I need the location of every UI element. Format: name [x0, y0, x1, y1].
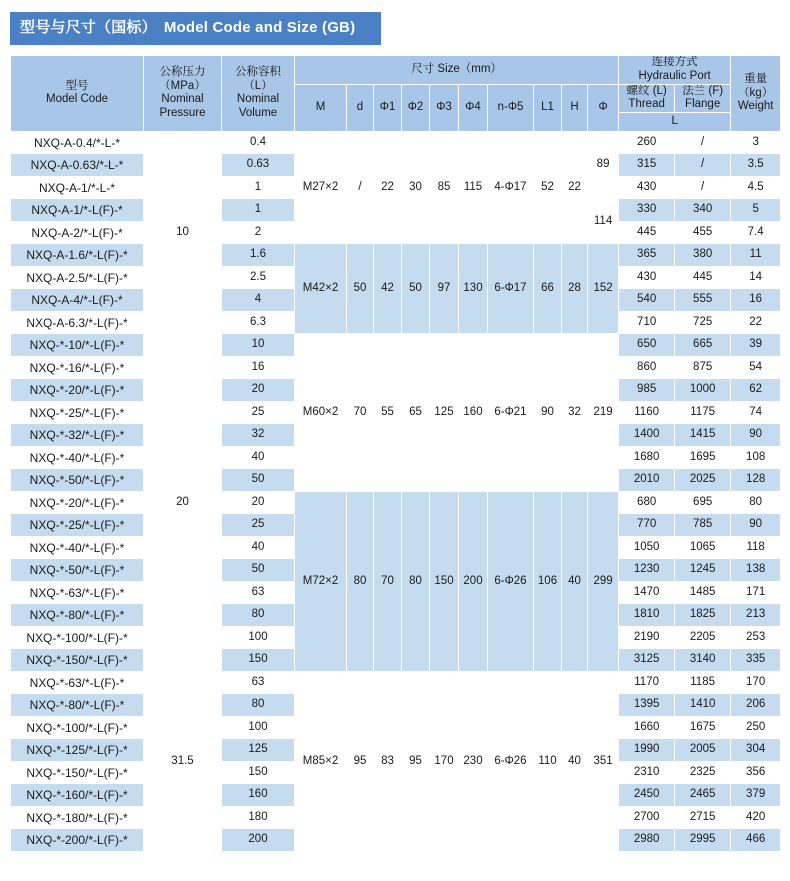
col-header-h: H — [562, 84, 588, 131]
col-header-phi4: Φ4 — [459, 84, 488, 131]
cell-size-phi4: 160 — [459, 334, 488, 492]
cell-weight: 3.5 — [731, 154, 781, 177]
cell-size-phi4: 230 — [459, 671, 488, 851]
cell-size-d: / — [347, 131, 374, 244]
cell-flange-f: 1410 — [675, 694, 731, 717]
cell-thread-l: 680 — [619, 491, 675, 514]
cell-thread-l: 1230 — [619, 559, 675, 582]
col-header-n-phi5: n-Φ5 — [488, 84, 534, 131]
cell-nominal-volume: 16 — [222, 356, 295, 379]
cell-size-m: M60×2 — [295, 334, 347, 492]
cell-model-code: NXQ-A-2/*-L(F)-* — [11, 221, 144, 244]
cell-nominal-pressure: 31.5 — [144, 671, 222, 851]
cell-weight: 138 — [731, 559, 781, 582]
cell-size-n-phi5: 6-Φ17 — [488, 244, 534, 334]
cell-model-code: NXQ-*-160/*-L(F)-* — [11, 784, 144, 807]
cell-model-code: NXQ-*-40/*-L(F)-* — [11, 446, 144, 469]
flange-en: Flange — [685, 98, 721, 111]
cell-weight: 420 — [731, 806, 781, 829]
cell-size-l1: 52 — [534, 131, 562, 244]
cell-thread-l: 710 — [619, 311, 675, 334]
cell-size-phi3: 85 — [430, 131, 459, 244]
cell-size-phi: 351 — [588, 671, 619, 851]
cell-size-phi3: 170 — [430, 671, 459, 851]
cell-size-l1: 110 — [534, 671, 562, 851]
cell-model-code: NXQ-*-50/*-L(F)-* — [11, 469, 144, 492]
cell-model-code: NXQ-*-125/*-L(F)-* — [11, 739, 144, 762]
volume-en2: Volume — [238, 106, 278, 119]
cell-weight: 213 — [731, 604, 781, 627]
cell-thread-l: 1990 — [619, 739, 675, 762]
thread-cn: 螺纹 (L) — [626, 84, 667, 97]
cell-flange-f: 1695 — [675, 446, 731, 469]
cell-thread-l: 1400 — [619, 424, 675, 447]
cell-size-m: M27×2 — [295, 131, 347, 244]
cell-nominal-volume: 25 — [222, 401, 295, 424]
cell-size-phi: 219 — [588, 334, 619, 492]
pressure-en2: Pressure — [159, 106, 206, 119]
cell-flange-f: 725 — [675, 311, 731, 334]
cell-model-code: NXQ-*-63/*-L(F)-* — [11, 581, 144, 604]
cell-flange-f: 785 — [675, 514, 731, 537]
col-header-phi: Φ — [588, 84, 619, 131]
cell-thread-l: 430 — [619, 176, 675, 199]
cell-weight: 90 — [731, 514, 781, 537]
cell-size-n-phi5: 6-Φ26 — [488, 671, 534, 851]
cell-weight: 253 — [731, 626, 781, 649]
cell-flange-f: 380 — [675, 244, 731, 267]
cell-size-phi2: 95 — [402, 671, 430, 851]
section-title-cn: 型号与尺寸（国标） — [20, 19, 157, 36]
cell-thread-l: 770 — [619, 514, 675, 537]
cell-size-phi1: 70 — [374, 491, 402, 671]
cell-thread-l: 260 — [619, 131, 675, 154]
col-header-size-group: 尺寸 Size（mm） — [295, 55, 619, 84]
cell-thread-l: 3125 — [619, 649, 675, 672]
header-row-top — [11, 55, 781, 84]
cell-size-phi2: 30 — [402, 131, 430, 244]
col-header-thread — [619, 84, 675, 112]
cell-size-phi1: 22 — [374, 131, 402, 244]
cell-nominal-volume: 20 — [222, 379, 295, 402]
cell-flange-f: 3140 — [675, 649, 731, 672]
cell-size-phi1: 42 — [374, 244, 402, 334]
cell-weight: 39 — [731, 334, 781, 357]
cell-thread-l: 445 — [619, 221, 675, 244]
cell-weight: 90 — [731, 424, 781, 447]
cell-model-code: NXQ-A-6.3/*-L(F)-* — [11, 311, 144, 334]
cell-nominal-volume: 100 — [222, 626, 295, 649]
cell-thread-l: 540 — [619, 289, 675, 312]
cell-size-h: 40 — [562, 491, 588, 671]
cell-size-d: 95 — [347, 671, 374, 851]
cell-weight: 379 — [731, 784, 781, 807]
cell-size-l1: 66 — [534, 244, 562, 334]
cell-flange-f: 445 — [675, 266, 731, 289]
cell-weight: 62 — [731, 379, 781, 402]
cell-size-phi4: 115 — [459, 131, 488, 244]
cell-model-code: NXQ-*-150/*-L(F)-* — [11, 649, 144, 672]
cell-nominal-volume: 180 — [222, 806, 295, 829]
cell-flange-f: 1065 — [675, 536, 731, 559]
col-header-l-span: L — [619, 112, 731, 131]
cell-flange-f: 2025 — [675, 469, 731, 492]
cell-model-code: NXQ-A-4/*-L(F)-* — [11, 289, 144, 312]
cell-nominal-volume: 63 — [222, 671, 295, 694]
col-header-l1: L1 — [534, 84, 562, 131]
cell-size-phi3: 150 — [430, 491, 459, 671]
cell-weight: 11 — [731, 244, 781, 267]
cell-size-n-phi5: 6-Φ21 — [488, 334, 534, 492]
model-code-en: Model Code — [45, 93, 108, 106]
cell-model-code: NXQ-A-1/*-L-* — [11, 176, 144, 199]
cell-nominal-volume: 150 — [222, 649, 295, 672]
col-header-flange — [675, 84, 731, 112]
cell-flange-f: 455 — [675, 221, 731, 244]
cell-size-phi2: 80 — [402, 491, 430, 671]
cell-flange-f: 1185 — [675, 671, 731, 694]
cell-model-code: NXQ-*-20/*-L(F)-* — [11, 491, 144, 514]
cell-model-code: NXQ-*-10/*-L(F)-* — [11, 334, 144, 357]
cell-nominal-volume: 125 — [222, 739, 295, 762]
col-header-hydraulic-port — [619, 55, 731, 84]
cell-weight: 74 — [731, 401, 781, 424]
cell-thread-l: 1160 — [619, 401, 675, 424]
cell-nominal-volume: 160 — [222, 784, 295, 807]
cell-weight: 171 — [731, 581, 781, 604]
cell-size-phi: 114 — [588, 199, 619, 244]
cell-thread-l: 2190 — [619, 626, 675, 649]
cell-nominal-volume: 32 — [222, 424, 295, 447]
cell-size-m: M42×2 — [295, 244, 347, 334]
cell-size-phi3: 125 — [430, 334, 459, 492]
cell-model-code: NXQ-*-150/*-L(F)-* — [11, 761, 144, 784]
cell-nominal-volume: 10 — [222, 334, 295, 357]
cell-flange-f: 875 — [675, 356, 731, 379]
cell-nominal-volume: 0.4 — [222, 131, 295, 154]
cell-flange-f: 2205 — [675, 626, 731, 649]
cell-size-phi: 89 — [588, 131, 619, 199]
cell-flange-f: 1485 — [675, 581, 731, 604]
cell-thread-l: 1050 — [619, 536, 675, 559]
cell-thread-l: 1170 — [619, 671, 675, 694]
cell-size-d: 50 — [347, 244, 374, 334]
thread-en: Thread — [628, 98, 665, 111]
cell-model-code: NXQ-*-25/*-L(F)-* — [11, 514, 144, 537]
hydraulic-cn: 连接方式 — [651, 56, 698, 69]
cell-nominal-volume: 50 — [222, 559, 295, 582]
cell-model-code: NXQ-A-0.63/*-L-* — [11, 154, 144, 177]
cell-flange-f: 2325 — [675, 761, 731, 784]
cell-model-code: NXQ-*-63/*-L(F)-* — [11, 671, 144, 694]
cell-flange-f: 340 — [675, 199, 731, 222]
cell-flange-f: 2995 — [675, 829, 731, 852]
cell-size-l1: 90 — [534, 334, 562, 492]
cell-thread-l: 315 — [619, 154, 675, 177]
cell-model-code: NXQ-*-100/*-L(F)-* — [11, 716, 144, 739]
pressure-unit: （MPa） — [159, 79, 206, 92]
cell-size-phi1: 55 — [374, 334, 402, 492]
flange-cn: 法兰 (F) — [682, 84, 724, 97]
cell-nominal-volume: 150 — [222, 761, 295, 784]
weight-unit: （kg） — [738, 86, 774, 99]
cell-weight: 170 — [731, 671, 781, 694]
cell-nominal-volume: 4 — [222, 289, 295, 312]
col-header-phi3: Φ3 — [430, 84, 459, 131]
cell-size-m: M72×2 — [295, 491, 347, 671]
cell-thread-l: 2450 — [619, 784, 675, 807]
cell-weight: 7.4 — [731, 221, 781, 244]
cell-nominal-volume: 50 — [222, 469, 295, 492]
table-row — [11, 131, 781, 154]
cell-weight: 80 — [731, 491, 781, 514]
cell-nominal-volume: 20 — [222, 491, 295, 514]
cell-thread-l: 1680 — [619, 446, 675, 469]
cell-flange-f: 2465 — [675, 784, 731, 807]
cell-size-h: 40 — [562, 671, 588, 851]
cell-thread-l: 1660 — [619, 716, 675, 739]
cell-thread-l: 1810 — [619, 604, 675, 627]
cell-model-code: NXQ-*-32/*-L(F)-* — [11, 424, 144, 447]
cell-nominal-volume: 1.6 — [222, 244, 295, 267]
cell-thread-l: 650 — [619, 334, 675, 357]
cell-size-phi3: 97 — [430, 244, 459, 334]
cell-nominal-volume: 0.63 — [222, 154, 295, 177]
cell-model-code: NXQ-*-80/*-L(F)-* — [11, 604, 144, 627]
cell-size-phi4: 130 — [459, 244, 488, 334]
pressure-cn: 公称压力 — [159, 66, 206, 79]
cell-weight: 335 — [731, 649, 781, 672]
cell-size-phi2: 50 — [402, 244, 430, 334]
cell-thread-l: 2980 — [619, 829, 675, 852]
cell-nominal-volume: 100 — [222, 716, 295, 739]
volume-en1: Nominal — [236, 93, 280, 106]
col-header-m: M — [295, 84, 347, 131]
cell-weight: 466 — [731, 829, 781, 852]
cell-weight: 14 — [731, 266, 781, 289]
weight-en: Weight — [737, 100, 774, 113]
cell-weight: 304 — [731, 739, 781, 762]
cell-model-code: NXQ-*-20/*-L(F)-* — [11, 379, 144, 402]
cell-flange-f: / — [675, 131, 731, 154]
cell-weight: 108 — [731, 446, 781, 469]
cell-weight: 128 — [731, 469, 781, 492]
cell-model-code: NXQ-A-0.4/*-L-* — [11, 131, 144, 154]
cell-nominal-volume: 25 — [222, 514, 295, 537]
cell-model-code: NXQ-A-1.6/*-L(F)-* — [11, 244, 144, 267]
cell-nominal-volume: 80 — [222, 604, 295, 627]
cell-nominal-volume: 6.3 — [222, 311, 295, 334]
cell-thread-l: 985 — [619, 379, 675, 402]
cell-size-l1: 106 — [534, 491, 562, 671]
banner-container — [0, 0, 790, 55]
hydraulic-en: Hydraulic Port — [638, 69, 711, 82]
cell-nominal-volume: 2.5 — [222, 266, 295, 289]
cell-flange-f: 2005 — [675, 739, 731, 762]
cell-model-code: NXQ-*-200/*-L(F)-* — [11, 829, 144, 852]
cell-flange-f: 1675 — [675, 716, 731, 739]
pressure-en1: Nominal — [161, 93, 204, 106]
cell-weight: 3 — [731, 131, 781, 154]
cell-thread-l: 330 — [619, 199, 675, 222]
volume-unit: （L） — [243, 79, 273, 92]
cell-flange-f: 1245 — [675, 559, 731, 582]
cell-size-h: 28 — [562, 244, 588, 334]
cell-weight: 4.5 — [731, 176, 781, 199]
table-row — [11, 491, 781, 514]
cell-size-m: M85×2 — [295, 671, 347, 851]
col-header-nominal-pressure — [144, 55, 222, 131]
cell-size-d: 80 — [347, 491, 374, 671]
table-row — [11, 671, 781, 694]
cell-size-h: 32 — [562, 334, 588, 492]
cell-thread-l: 430 — [619, 266, 675, 289]
cell-size-h: 22 — [562, 131, 588, 244]
cell-model-code: NXQ-*-50/*-L(F)-* — [11, 559, 144, 582]
cell-weight: 54 — [731, 356, 781, 379]
cell-flange-f: / — [675, 154, 731, 177]
cell-flange-f: 555 — [675, 289, 731, 312]
table-body — [11, 131, 781, 851]
cell-flange-f: 1175 — [675, 401, 731, 424]
cell-model-code: NXQ-*-80/*-L(F)-* — [11, 694, 144, 717]
col-header-d: d — [347, 84, 374, 131]
cell-flange-f: 1825 — [675, 604, 731, 627]
cell-size-d: 70 — [347, 334, 374, 492]
table-container — [0, 55, 790, 852]
cell-weight: 22 — [731, 311, 781, 334]
col-header-nominal-volume — [222, 55, 295, 131]
cell-model-code: NXQ-*-100/*-L(F)-* — [11, 626, 144, 649]
cell-size-phi: 152 — [588, 244, 619, 334]
cell-thread-l: 2310 — [619, 761, 675, 784]
cell-model-code: NXQ-*-40/*-L(F)-* — [11, 536, 144, 559]
cell-size-phi2: 65 — [402, 334, 430, 492]
col-header-phi2: Φ2 — [402, 84, 430, 131]
col-header-model-code — [11, 55, 144, 131]
cell-model-code: NXQ-A-1/*-L(F)-* — [11, 199, 144, 222]
section-title-banner — [10, 12, 381, 45]
cell-weight: 5 — [731, 199, 781, 222]
cell-size-phi: 299 — [588, 491, 619, 671]
model-code-cn: 型号 — [65, 79, 89, 92]
cell-model-code: NXQ-*-25/*-L(F)-* — [11, 401, 144, 424]
volume-cn: 公称容积 — [235, 66, 281, 79]
cell-weight: 250 — [731, 716, 781, 739]
col-header-weight — [731, 55, 781, 131]
cell-nominal-pressure: 10 — [144, 131, 222, 334]
cell-nominal-pressure: 20 — [144, 334, 222, 672]
cell-weight: 16 — [731, 289, 781, 312]
table-head — [11, 55, 781, 131]
cell-model-code: NXQ-*-16/*-L(F)-* — [11, 356, 144, 379]
table-row — [11, 244, 781, 267]
cell-nominal-volume: 200 — [222, 829, 295, 852]
cell-thread-l: 1470 — [619, 581, 675, 604]
cell-flange-f: 1415 — [675, 424, 731, 447]
cell-nominal-volume: 1 — [222, 199, 295, 222]
cell-weight: 356 — [731, 761, 781, 784]
col-header-phi1: Φ1 — [374, 84, 402, 131]
cell-weight: 118 — [731, 536, 781, 559]
cell-flange-f: 2715 — [675, 806, 731, 829]
section-title-en: Model Code and Size (GB) — [163, 19, 356, 36]
cell-flange-f: 665 — [675, 334, 731, 357]
cell-thread-l: 2700 — [619, 806, 675, 829]
cell-nominal-volume: 1 — [222, 176, 295, 199]
cell-weight: 206 — [731, 694, 781, 717]
cell-flange-f: 695 — [675, 491, 731, 514]
cell-size-n-phi5: 6-Φ26 — [488, 491, 534, 671]
weight-cn: 重量 — [744, 72, 768, 85]
cell-size-n-phi5: 4-Φ17 — [488, 131, 534, 244]
cell-size-phi4: 200 — [459, 491, 488, 671]
cell-flange-f: / — [675, 176, 731, 199]
cell-thread-l: 1395 — [619, 694, 675, 717]
cell-thread-l: 365 — [619, 244, 675, 267]
cell-nominal-volume: 63 — [222, 581, 295, 604]
cell-flange-f: 1000 — [675, 379, 731, 402]
cell-nominal-volume: 40 — [222, 446, 295, 469]
table-row — [11, 334, 781, 357]
model-code-size-table — [10, 55, 781, 852]
cell-nominal-volume: 80 — [222, 694, 295, 717]
cell-nominal-volume: 40 — [222, 536, 295, 559]
cell-thread-l: 860 — [619, 356, 675, 379]
cell-thread-l: 2010 — [619, 469, 675, 492]
cell-model-code: NXQ-*-180/*-L(F)-* — [11, 806, 144, 829]
cell-nominal-volume: 2 — [222, 221, 295, 244]
cell-size-phi1: 83 — [374, 671, 402, 851]
cell-model-code: NXQ-A-2.5/*-L(F)-* — [11, 266, 144, 289]
